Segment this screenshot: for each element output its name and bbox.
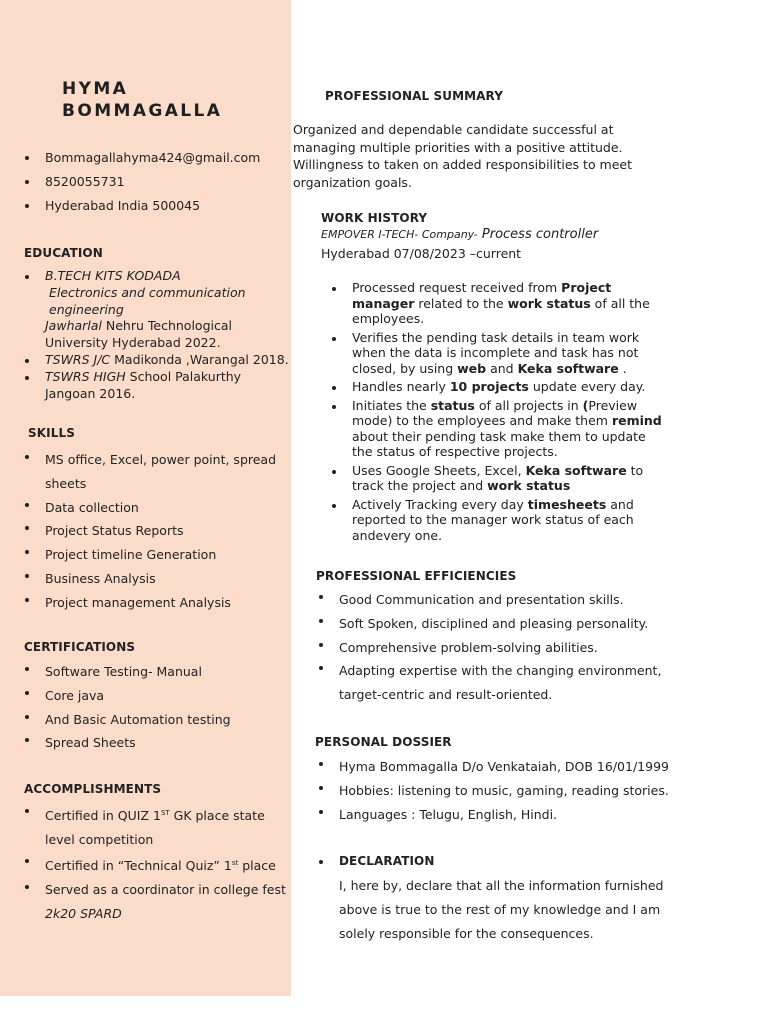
education-item-btech xyxy=(45,268,290,352)
high-italic: TSWRS HIGH xyxy=(45,368,126,384)
text-run: Processed request received from xyxy=(352,280,562,295)
text-run: and reported to the manager work status of each andevery one. xyxy=(352,496,634,543)
first-name: HYMA xyxy=(62,79,129,99)
btech-univ: Nehru Technological University Hyderabad 2022. xyxy=(45,318,232,351)
contact-address: Hyderabad India 500045 xyxy=(45,197,285,221)
bold-run: Project manager xyxy=(352,280,612,311)
bold-run: work status xyxy=(507,295,591,311)
contact-email: Bommagallahyma424@gmail.com xyxy=(45,149,285,173)
summary-text: Organized and dependable candidate successful at managing multiple priorities with a positive attitude. Willingness to taken on added responsibilities to meet organization goals. xyxy=(293,122,633,190)
work-bullet xyxy=(352,497,664,544)
candidate-name xyxy=(62,78,222,122)
text-run: and xyxy=(486,360,518,376)
skills-list xyxy=(45,448,280,615)
skill-item: Data collection xyxy=(45,496,280,520)
text-run: related to the xyxy=(414,295,508,311)
certification-item: Software Testing- Manual xyxy=(45,660,285,684)
skill-item: Project management Analysis xyxy=(45,591,280,615)
certification-item: And Basic Automation testing xyxy=(45,708,285,732)
education-list xyxy=(45,268,290,402)
text-run: Preview mode) to the employees and make them xyxy=(352,397,638,428)
accomplishments-list xyxy=(45,802,290,925)
btech-univ-italic: Jawharlal xyxy=(45,318,102,334)
btech-branch: Electronics and communication engineering xyxy=(49,284,246,317)
certifications-heading: CERTIFICATIONS xyxy=(24,640,136,654)
text-run: Uses Google Sheets, Excel, xyxy=(352,462,526,478)
text-run: to track the project and xyxy=(352,462,644,493)
text-run: Initiates the xyxy=(352,397,431,413)
text-run: . xyxy=(618,360,627,376)
declaration-heading: DECLARATION xyxy=(339,854,435,868)
efficiency-item: Adapting expertise with the changing environment, target-centric and result-oriented. xyxy=(339,659,669,707)
bold-run: Keka software xyxy=(517,360,619,376)
work-bullet xyxy=(352,379,664,395)
text-run: Handles nearly xyxy=(352,379,450,394)
work-bullets xyxy=(352,280,664,546)
declaration-text: I, here by, declare that all the information furnished above is true to the rest of my knowledge and I am solely responsible for the consequences. xyxy=(339,878,664,941)
contact-phone: 8520055731 xyxy=(45,173,285,197)
accomplishment-item: Certified in QUIZ 1ST GK place state level competition xyxy=(45,802,290,852)
text-run: of all projects in xyxy=(474,397,583,413)
summary-heading: PROFESSIONAL SUMMARY xyxy=(325,89,504,103)
dossier-heading: PERSONAL DOSSIER xyxy=(315,735,452,749)
efficiencies-list xyxy=(339,588,669,707)
text-run: of all the employees. xyxy=(352,295,650,326)
skill-item: Business Analysis xyxy=(45,567,280,591)
skills-heading: SKILLS xyxy=(28,426,75,440)
work-bullet xyxy=(352,398,664,460)
bold-run: Keka software xyxy=(525,462,627,478)
text-run: Actively Tracking every day xyxy=(352,496,528,512)
dossier-item: Languages : Telugu, English, Hindi. xyxy=(339,803,689,827)
dossier-list xyxy=(339,755,689,826)
text-run: Verifies the pending task details in team work when the data is incomplete and task has not closed, by using xyxy=(352,329,640,376)
education-item-jc xyxy=(45,352,290,369)
work-location: Hyderabad 07/08/2023 –current xyxy=(321,246,522,261)
skill-item: Project timeline Generation xyxy=(45,543,280,567)
efficiency-item: Good Communication and presentation skills. xyxy=(339,588,669,612)
text-run: about their pending task make them to update the status of respective projects. xyxy=(352,428,646,459)
accomplishment-item: Served as a coordinator in college fest 2k20 SPARD xyxy=(45,878,290,926)
work-company: EMPOVER I-TECH- Company- xyxy=(321,228,478,241)
skill-item: Project Status Reports xyxy=(45,519,280,543)
accomplishments-heading: ACCOMPLISHMENTS xyxy=(24,782,162,796)
bold-run: timesheets xyxy=(527,496,607,512)
certification-item: Spread Sheets xyxy=(45,731,285,755)
work-bullet xyxy=(352,330,664,377)
efficiency-item: Comprehensive problem-solving abilities. xyxy=(339,636,669,660)
bold-run: work status xyxy=(487,478,571,493)
education-item-high xyxy=(45,369,290,403)
contact-list xyxy=(45,149,285,221)
bold-run: remind xyxy=(611,413,662,428)
education-heading: EDUCATION xyxy=(24,246,103,260)
work-bullet xyxy=(352,280,664,327)
declaration-heading-item xyxy=(339,853,664,869)
event-name: 2k20 SPARD xyxy=(45,905,122,921)
bold-run: ( xyxy=(582,397,589,413)
bold-run: status xyxy=(430,397,475,413)
efficiencies-heading: PROFESSIONAL EFFICIENCIES xyxy=(316,569,517,583)
bold-run: 10 projects xyxy=(449,379,529,394)
text-run: update every day. xyxy=(528,379,646,394)
certifications-list xyxy=(45,660,285,755)
high-rest: School Palakurthy Jangoan 2016. xyxy=(45,368,242,401)
work-history-heading: WORK HISTORY xyxy=(321,211,428,225)
jc-rest: Madikonda ,Warangal 2018. xyxy=(110,351,289,367)
work-company-line xyxy=(321,227,598,242)
last-name: BOMMAGALLA xyxy=(62,101,223,121)
work-role: Process controller xyxy=(477,227,599,242)
declaration-block xyxy=(339,853,664,869)
efficiency-item: Soft Spoken, disciplined and pleasing personality. xyxy=(339,612,669,636)
accomplishment-item: Certified in “Technical Quiz” 1st place xyxy=(45,852,290,878)
certification-item: Core java xyxy=(45,684,285,708)
skill-item: MS office, Excel, power point, spread sheets xyxy=(45,448,280,496)
work-bullet xyxy=(352,463,664,494)
dossier-item: Hyma Bommagalla D/o Venkataiah, DOB 16/01/1999 xyxy=(339,755,689,779)
btech-degree: B.TECH KITS KODADA xyxy=(45,268,181,283)
jc-italic: TSWRS J/C xyxy=(45,351,111,367)
dossier-item: Hobbies: listening to music, gaming, reading stories. xyxy=(339,779,689,803)
bold-run: web xyxy=(457,360,487,376)
